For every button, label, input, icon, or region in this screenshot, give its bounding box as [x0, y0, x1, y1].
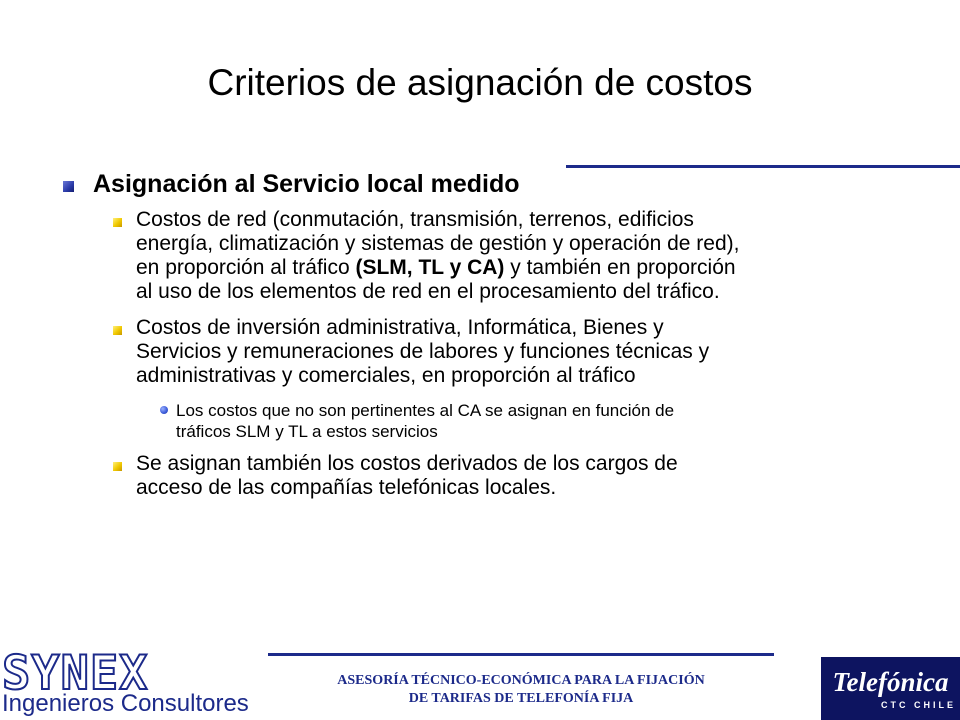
footer-divider — [268, 653, 774, 656]
text-run: y también en proporción — [504, 256, 736, 279]
synex-logo: SYNEX — [2, 646, 149, 701]
section-heading: Asignación al Servicio local medido — [93, 170, 520, 198]
square-bullet-icon — [63, 181, 74, 192]
footer-caption-line: DE TARIFAS DE TELEFONÍA FIJA — [408, 691, 634, 706]
footer-caption-line: ASESORÍA TÉCNICO-ECONÓMICA PARA LA FIJACIÓN — [337, 673, 705, 688]
text-line: Servicios y remuneraciones de labores y funciones técnicas y — [136, 340, 710, 363]
sub-bullet-item — [176, 400, 674, 442]
text-run: en proporción al tráfico — [136, 256, 356, 279]
text-line: administrativas y comerciales, en proporción al tráfico — [136, 364, 636, 387]
square-bullet-icon — [113, 462, 122, 471]
telefonica-logo — [821, 657, 960, 720]
slide-title: Criterios de asignación de costos — [207, 62, 753, 103]
telefonica-tagline: CTC CHILE — [881, 700, 956, 710]
telefonica-wordmark: Telefónica — [832, 667, 949, 697]
text-line: tráficos SLM y TL a estos servicios — [176, 422, 438, 441]
text-line: energía, climatización y sistemas de gestión y operación de red), — [136, 232, 740, 255]
bold-text-run: (SLM, TL y CA) — [355, 256, 505, 279]
text-line — [136, 256, 739, 280]
text-line: acceso de las compañías telefónicas locales. — [136, 476, 557, 499]
synex-subtitle: Ingenieros Consultores — [2, 690, 249, 717]
text-line: al uso de los elementos de red en el procesamiento del tráfico. — [136, 280, 720, 303]
bullet-item-network-costs — [136, 208, 739, 304]
text-line: Los costos que no son pertinentes al CA se asignan en función de — [176, 401, 675, 420]
text-line: Se asignan también los costos derivados de los cargos de — [136, 452, 678, 475]
square-bullet-icon — [113, 326, 122, 335]
text-line: Costos de red (conmutación, transmisión, terrenos, edificios — [136, 208, 694, 231]
bullet-item-investment-costs — [136, 316, 709, 388]
square-bullet-icon — [113, 218, 122, 227]
footer-caption — [268, 672, 774, 708]
text-line: Costos de inversión administrativa, Informática, Bienes y — [136, 316, 664, 339]
round-bullet-icon — [160, 406, 168, 414]
bullet-item-access-charges — [136, 452, 678, 500]
title-accent-line — [566, 165, 960, 168]
